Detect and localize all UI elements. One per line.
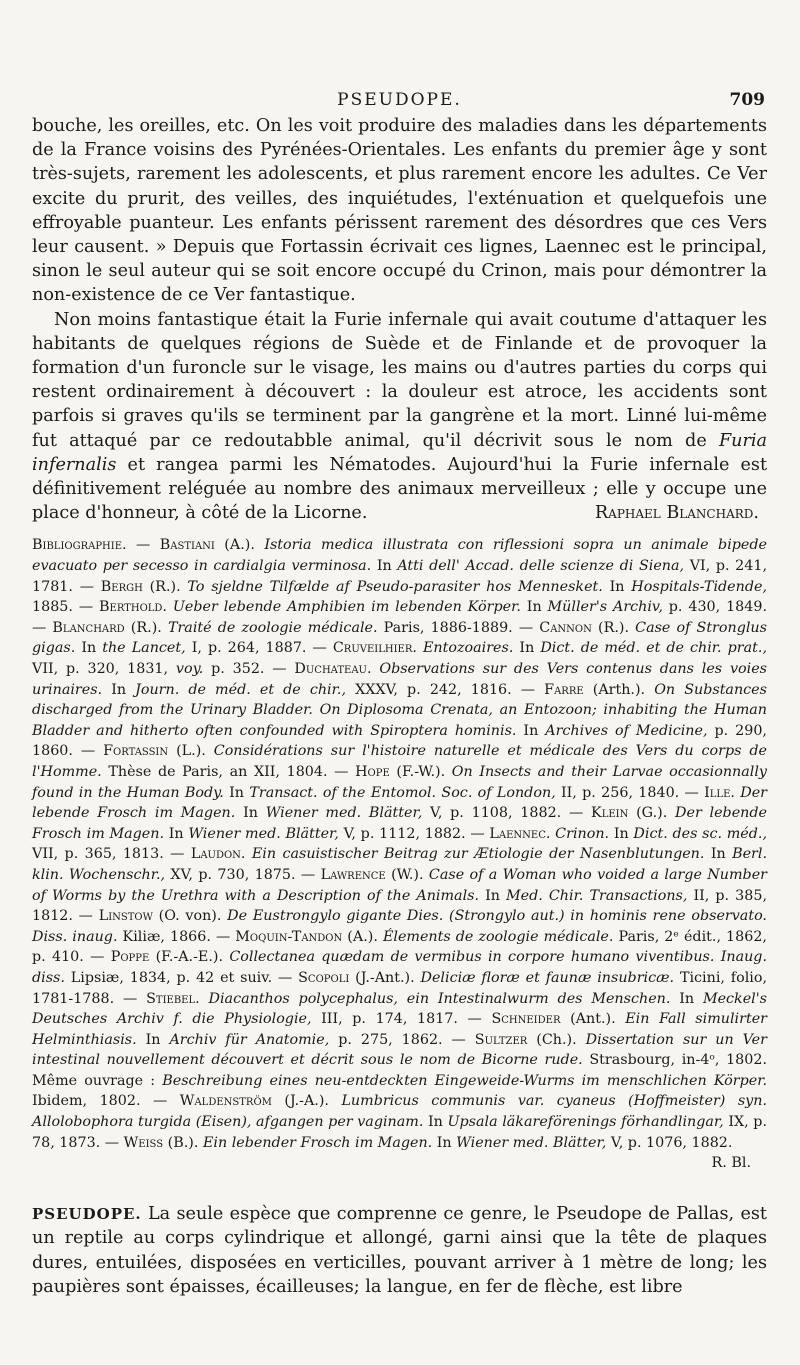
entry-text: La seule espèce que comprenne ce genre, le Pseudope de Pallas, est un reptile au corps cylindrique et allongé, garni ainsi que la tête de plaques dures, entuilées, disposées en verticilles, pouvant arriver à 1 mètre de long; les paupières sont épaisses, écailleuses; la langue, en fer de flèche, est libre bbox=[32, 1203, 768, 1298]
species-name: Furia infernalis bbox=[32, 430, 768, 475]
paragraph-1: bouche, les oreilles, etc. On les voit produire des maladies dans les départements de la France voisins des Pyrénées-Orientales. Les enfants du premier âge y sont très-sujets, rarement les adolescents, et plus rarement encore les adultes. Ce Ver excite du prurit, des veilles, des inquiétudes, l'exténuation et quelquefois une effroyable puanteur. Les enfants périssent rarement des désordres que ces Vers leur causent. » Depuis que Fortassin écrivait ces lignes, Laennec est le principal, sinon le seul auteur qui se soit encore occupé du Crinon, mais pour démontrer la non-existence de ce Ver fantastique. bbox=[32, 116, 767, 306]
page bbox=[32, 90, 767, 1300]
bibliography: Bibliographie. — Bastiani (A.). Istoria medica illustrata con riflessioni sopra un animale bipede evacuato per secesso in cardialgia verminosa. In Atti dell' Accad. delle scienze di Siena, VI, p. 241, 1781. — Bergh (R.). To sjeldne Tilfælde af Pseudo-parasiter hos Mennesket. In Hospitals-Tidende, 1885. — Berthold. Ueber lebende Amphibien im lebenden Körper. In Müller's Archiv, p. 430, 1849. — Blanchard (R.). Traité de zoologie médicale. Paris, 1886-1889. — Cannon (R.). Case of Stronglus gigas. In the Lancet, I, p. 264, 1887. — Cruveilhier. Entozoaires. In Dict. de méd. et de chir. prat., VII, p. 320, 1831, voy. p. 352. — Duchateau. Observations sur des Vers contenus dans les voies urinaires. In Journ. de méd. et de chir., XXXV, p. 242, 1816. — Farre (Arth.). On Substances discharged from the Urinary Bladder. On Diplosoma Crenata, an Entozoon; inhabiting the Human Bladder and hitherto often confounded with Spiroptera hominis. In Archives of Medicine, p. 290, 1860. — Fortassin (L.). Considérations sur l'histoire naturelle et médicale des Vers du corps de l'Homme. Thèse de Paris, an XII, 1804. — Hope (F.-W.). On Insects and their Larvae occasionnally found in the Human Body. In Transact. of the Entomol. Soc. of London, II, p. 256, 1840. — Ille. Der lebende Frosch im Magen. In Wiener med. Blätter, V, p. 1108, 1882. — Klein (G.). Der lebende Frosch im Magen. In Wiener med. Blätter, V, p. 1112, 1882. — Laennec. Crinon. In Dict. des sc. méd., VII, p. 365, 1813. — Laudon. Ein casuistischer Beitrag zur Ætiologie der Nasenblutungen. In Berl. klin. Wochenschr., XV, p. 730, 1875. — Lawrence (W.). Case of a Woman who voided a large Number of Worms by the Urethra with a Description of the Animals. In Med. Chir. Transactions, II, p. 385, 1812. — Linstow (O. von). De Eustrongylo gigante Dies. (Strongylo aut.) in hominis rene observato. Diss. inaug. Kiliæ, 1866. — Moquin-Tandon (A.). Élements de zoologie médicale. Paris, 2ᵉ édit., 1862, p. 410. — Poppe (F.-A.-E.). Collectanea quædam de vermibus in corpore humano viventibus. Inaug. diss. Lipsiæ, 1834, p. 42 et suiv. — Scopoli (J.-Ant.). Deliciæ floræ et faunæ insubricæ. Ticini, folio, 1781-1788. — Stiebel. Diacanthos polycephalus, ein Intestinalwurm des Menschen. In Meckel's Deutsches Archiv f. die Physiologie, III, p. 174, 1817. — Schneider (Ant.). Ein Fall simulirter Helminthiasis. In Archiv für Anatomie, p. 275, 1862. — Sultzer (Ch.). Dissertation sur un Ver intestinal nouvellement découvert et décrit sous le nom de Bicorne rude. Strasbourg, in-4ᵒ, 1802. Même ouvrage : Beschreibung eines neu-entdeckten Eingeweide-Wurms im menschlichen Körper. Ibidem, 1802. — Waldenström (J.-A.). Lumbricus communis var. cyaneus (Hoffmeister) syn. Allolobophora turgida (Eisen), afgangen per vaginam. In Upsala läkareförenings förhandlingar, IX, p. 78, 1873. — Weiss (B.). Ein lebender Frosch im Magen. In Wiener med. Blätter, V, p. 1076, 1882. R. Bl. bbox=[32, 535, 767, 1153]
bibliography-label: Bibliographie. bbox=[32, 537, 127, 554]
entry-headword: PSEUDOPE. bbox=[32, 1204, 142, 1223]
paragraph-2: Non moins fantastique était la Furie infernale qui avait coutume d'attaquer les habitants de quelques régions de Suède et de Finlande et de provoquer la formation d'un furoncle sur le visage, les mains ou d'autres parties du corps qui restent ordinairement à découvert : la douleur est atroce, les accidents sont parfois si graves qu'ils se terminent par la gangrène et la mort. Linné lui-même fut attaqué par ce redoutabble animal, qu'il décrivit sous le nom de Furia infernalis et rangea parmi les Nématodes. Aujourd'hui la Furie infernale est définitivement reléguée au nombre des animaux merveilleux ; elle y occupe une place d'honneur, à côté de la Licorne. Raphael Blanchard. bbox=[32, 308, 767, 526]
author-signature: Raphael Blanchard. bbox=[594, 503, 759, 524]
main-text bbox=[32, 114, 767, 525]
running-title: PSEUDOPE. bbox=[337, 90, 462, 110]
bibliography-signature: R. Bl. bbox=[711, 1155, 751, 1172]
page-header bbox=[32, 90, 767, 114]
page-number: 709 bbox=[729, 90, 765, 110]
entry-pseudope bbox=[32, 1202, 767, 1300]
